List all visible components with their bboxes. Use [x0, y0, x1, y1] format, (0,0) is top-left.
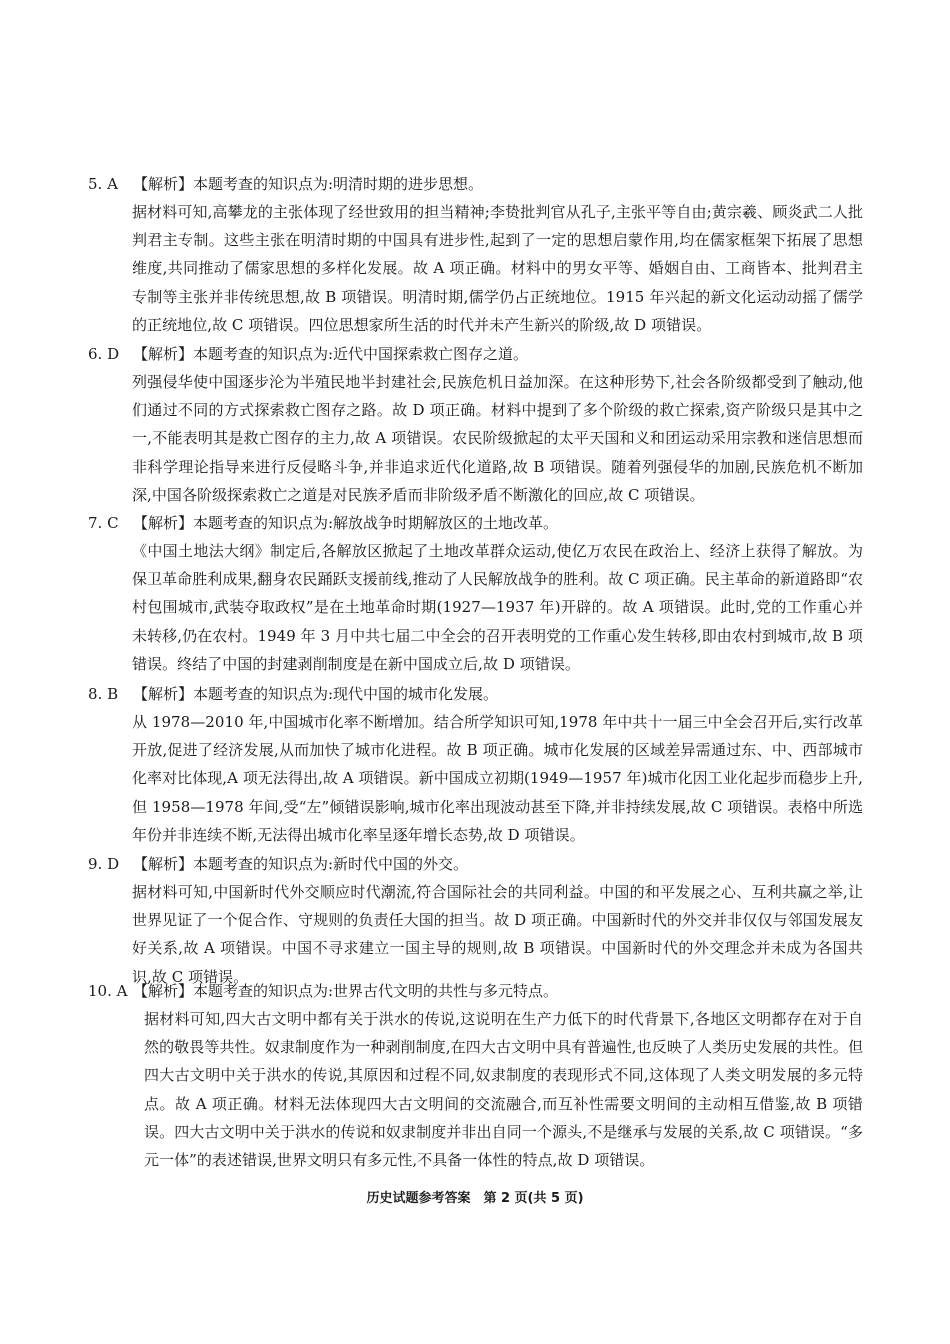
- analysis-text: 从 1978—2010 年,中国城市化率不断增加。结合所学知识可知,1978 年中共十一届三中全会召开后,实行改革开放,促进了经济发展,从而加快了城市化进程。故 B 项正确。城市化发展的区域差异需通过东、中、西部城市化率对比体现,A 项无法得出,故 A 项错误。新中国成立初期(1949—1957 年)城市化因工业化起步而稳步上升,但 1958—1978 年间,受“左”倾错误影响,城市化率出现波动甚至下降,并非持续发展,故 C 项错误。表格中所选年份并非连续不断,无法得出城市化率呈逐年增长态势,故 D 项错误。: [132, 713, 863, 844]
- question-5: [88, 170, 863, 339]
- question-7: [88, 509, 863, 678]
- question-number: 6. D: [88, 345, 120, 363]
- page-footer: 历史试题参考答案 第 2 页(共 5 页): [366, 1191, 584, 1206]
- analysis-text: 列强侵华使中国逐步沦为半殖民地半封建社会,民族危机日益加深。在这种形势下,社会各阶级都受到了触动,他们通过不同的方式探索救亡图存之路。故 D 项正确。材料中提到了多个阶级的救亡探索,资产阶级只是其中之一,不能表明其是救亡图存的主力,故 A 项错误。农民阶级掀起的太平天国和义和团运动采用宗教和迷信思想而非科学理论指导来进行反侵略斗争,并非追求近代化道路,故 B 项错误。随着列强侵华的加剧,民族危机不断加深,中国各阶级探索救亡之道是对民族矛盾而非阶级矛盾不断激化的回应,故 C 项错误。: [132, 373, 863, 504]
- analysis-topic: 【解析】本题考查的知识点为:新时代中国的外交。: [133, 855, 469, 873]
- question-8: [88, 680, 863, 849]
- analysis-text: 据材料可知,高攀龙的主张体现了经世致用的担当精神;李贽批判官从孔子,主张平等自由;黄宗羲、顾炎武二人批判君主专制。这些主张在明清时期的中国具有进步性,起到了一定的思想启蒙作用,均在儒家框架下拓展了思想维度,共同推动了儒家思想的多样化发展。故 A 项正确。材料中的男女平等、婚姻自由、工商皆本、批判君主专制等主张并非传统思想,故 B 项错误。明清时期,儒学仍占正统地位。1915 年兴起的新文化运动动摇了儒学的正统地位,故 C 项错误。四位思想家所生活的时代并未产生新兴的阶级,故 D 项错误。: [132, 203, 863, 334]
- question-9: [88, 850, 863, 991]
- analysis-topic: 【解析】本题考查的知识点为:明清时期的进步思想。: [133, 175, 484, 193]
- analysis-topic: 【解析】本题考查的知识点为:解放战争时期解放区的土地改革。: [133, 514, 559, 532]
- question-header: [88, 170, 863, 198]
- question-number: 10. A: [88, 982, 128, 1000]
- question-header: [88, 509, 863, 537]
- analysis-topic: 【解析】本题考查的知识点为:现代中国的城市化发展。: [133, 685, 499, 703]
- question-10: [88, 977, 863, 1174]
- analysis-topic: 【解析】本题考查的知识点为:世界古代文明的共性与多元特点。: [133, 982, 559, 1000]
- question-header: [88, 977, 863, 1005]
- analysis-text: 《中国土地法大纲》制定后,各解放区掀起了土地改革群众运动,使亿万农民在政治上、经济上获得了解放。为保卫革命胜利成果,翻身农民踊跃支援前线,推动了人民解放战争的胜利。故 C 项正确。民主革命的新道路即“农村包围城市,武装夺取政权”是在土地革命时期(1927—1937 年)开辟的。故 A 项错误。此时,党的工作重心并未转移,仍在农村。1949 年 3 月中共七届二中全会的召开表明党的工作重心发生转移,即由农村到城市,故 B 项错误。终结了中国的封建剥削制度是在新中国成立后,故 D 项错误。: [132, 542, 863, 673]
- analysis-text: 据材料可知,四大古文明中都有关于洪水的传说,这说明在生产力低下的时代背景下,各地区文明都存在对于自然的敬畏等共性。奴隶制度作为一种剥削制度,在四大古文明中具有普遍性,也反映了人类历史发展的共性。但四大古文明中关于洪水的传说,其原因和过程不同,奴隶制度的表现形式不同,这体现了人类文明发展的多元特点。故 A 项正确。材料无法体现四大古文明间的交流融合,而互补性需要文明间的主动相互借鉴,故 B 项错误。四大古文明中关于洪水的传说和奴隶制度并非出自同一个源头,不是继承与发展的关系,故 C 项错误。“多元一体”的表述错误,世界文明只有多元性,不具备一体性的特点,故 D 项错误。: [144, 1010, 863, 1170]
- question-header: [88, 340, 863, 368]
- question-number: 9. D: [88, 855, 120, 873]
- question-number: 5. A: [88, 175, 118, 193]
- question-6: [88, 340, 863, 509]
- analysis-topic: 【解析】本题考查的知识点为:近代中国探索救亡图存之道。: [133, 345, 529, 363]
- question-header: [88, 680, 863, 708]
- question-number: 8. B: [88, 685, 119, 703]
- question-number: 7. C: [88, 514, 119, 532]
- analysis-text: 据材料可知,中国新时代外交顺应时代潮流,符合国际社会的共同利益。中国的和平发展之心、互利共赢之举,让世界见证了一个促合作、守规则的负责任大国的担当。故 D 项正确。中国新时代的外交并非仅仅与邻国发展友好关系,故 A 项错误。中国不寻求建立一国主导的规则,故 B 项错误。中国新时代的外交理念并未成为各国共识,故 C 项错误。: [132, 883, 863, 986]
- question-header: [88, 850, 863, 878]
